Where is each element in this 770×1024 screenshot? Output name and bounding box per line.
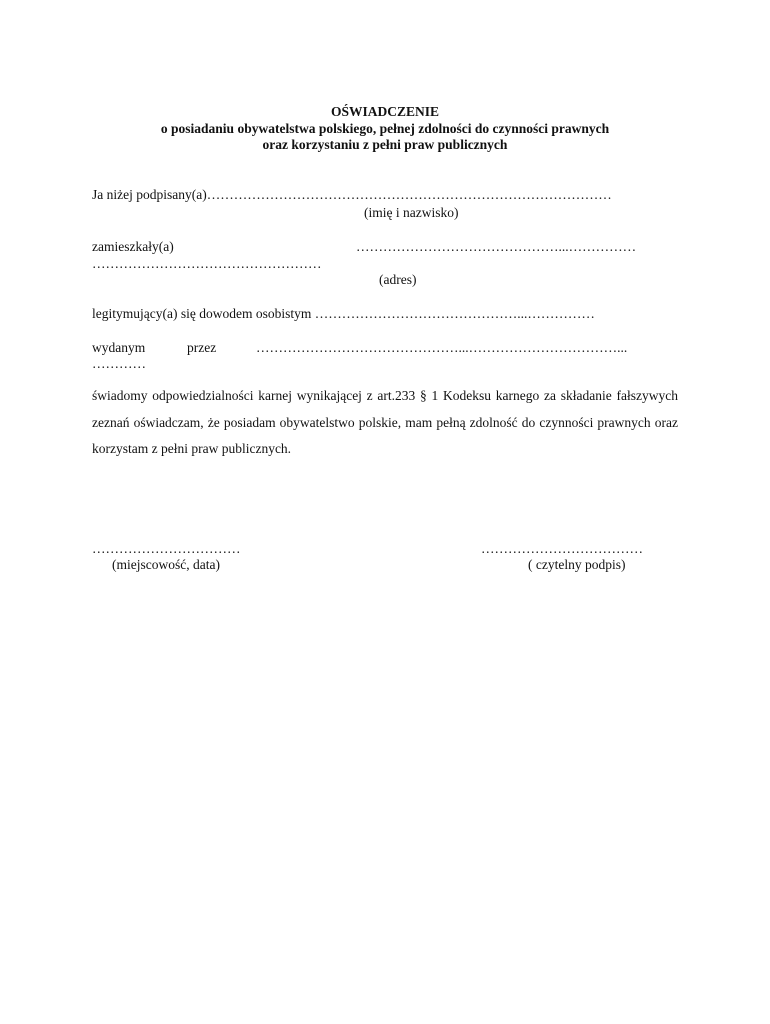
place-date-caption: (miejscowość, data) — [112, 557, 220, 572]
issued-word: wydanym — [92, 340, 146, 355]
residence-label: zamieszkały(a) — [92, 239, 174, 254]
document-title: OŚWIADCZENIE — [330, 104, 440, 119]
issued-by-word: przez — [187, 340, 217, 355]
issued-dots-line2: ………… — [92, 356, 146, 371]
id-card-line: legitymujący(a) się dowodem osobistym ………………………………………...…………… — [92, 306, 595, 321]
issued-dots-line1: ………………………………………...……………………………... — [256, 340, 628, 355]
name-line: Ja niżej podpisany(a)……………………………………………………………………………… — [92, 187, 612, 202]
address-caption: (adres) — [379, 272, 417, 287]
declaration-paragraph: świadomy odpowiedzialności karnej wynikającej z art.233 § 1 Kodeksu karnego za składanie fałszywych zeznań oświadczam, że posiadam obywatelstwo polskie, mam pełną zdolność do czynności prawnych oraz korzystam z pełni praw publicznych. — [92, 388, 678, 456]
residence-dots-line2: …………………………………………… — [92, 256, 322, 271]
place-date-dots: …………………………… — [92, 541, 241, 556]
name-caption: (imię i nazwisko) — [364, 205, 459, 220]
document-subtitle-line2: oraz korzystaniu z pełni praw publicznych — [262, 137, 508, 152]
document-subtitle-line1: o posiadaniu obywatelstwa polskiego, pełnej zdolności do czynności prawnych — [160, 121, 610, 136]
signature-dots: ……………………………… — [481, 541, 643, 556]
residence-dots-line1: ………………………………………...…………… — [356, 239, 637, 254]
signature-caption: ( czytelny podpis) — [528, 557, 626, 572]
